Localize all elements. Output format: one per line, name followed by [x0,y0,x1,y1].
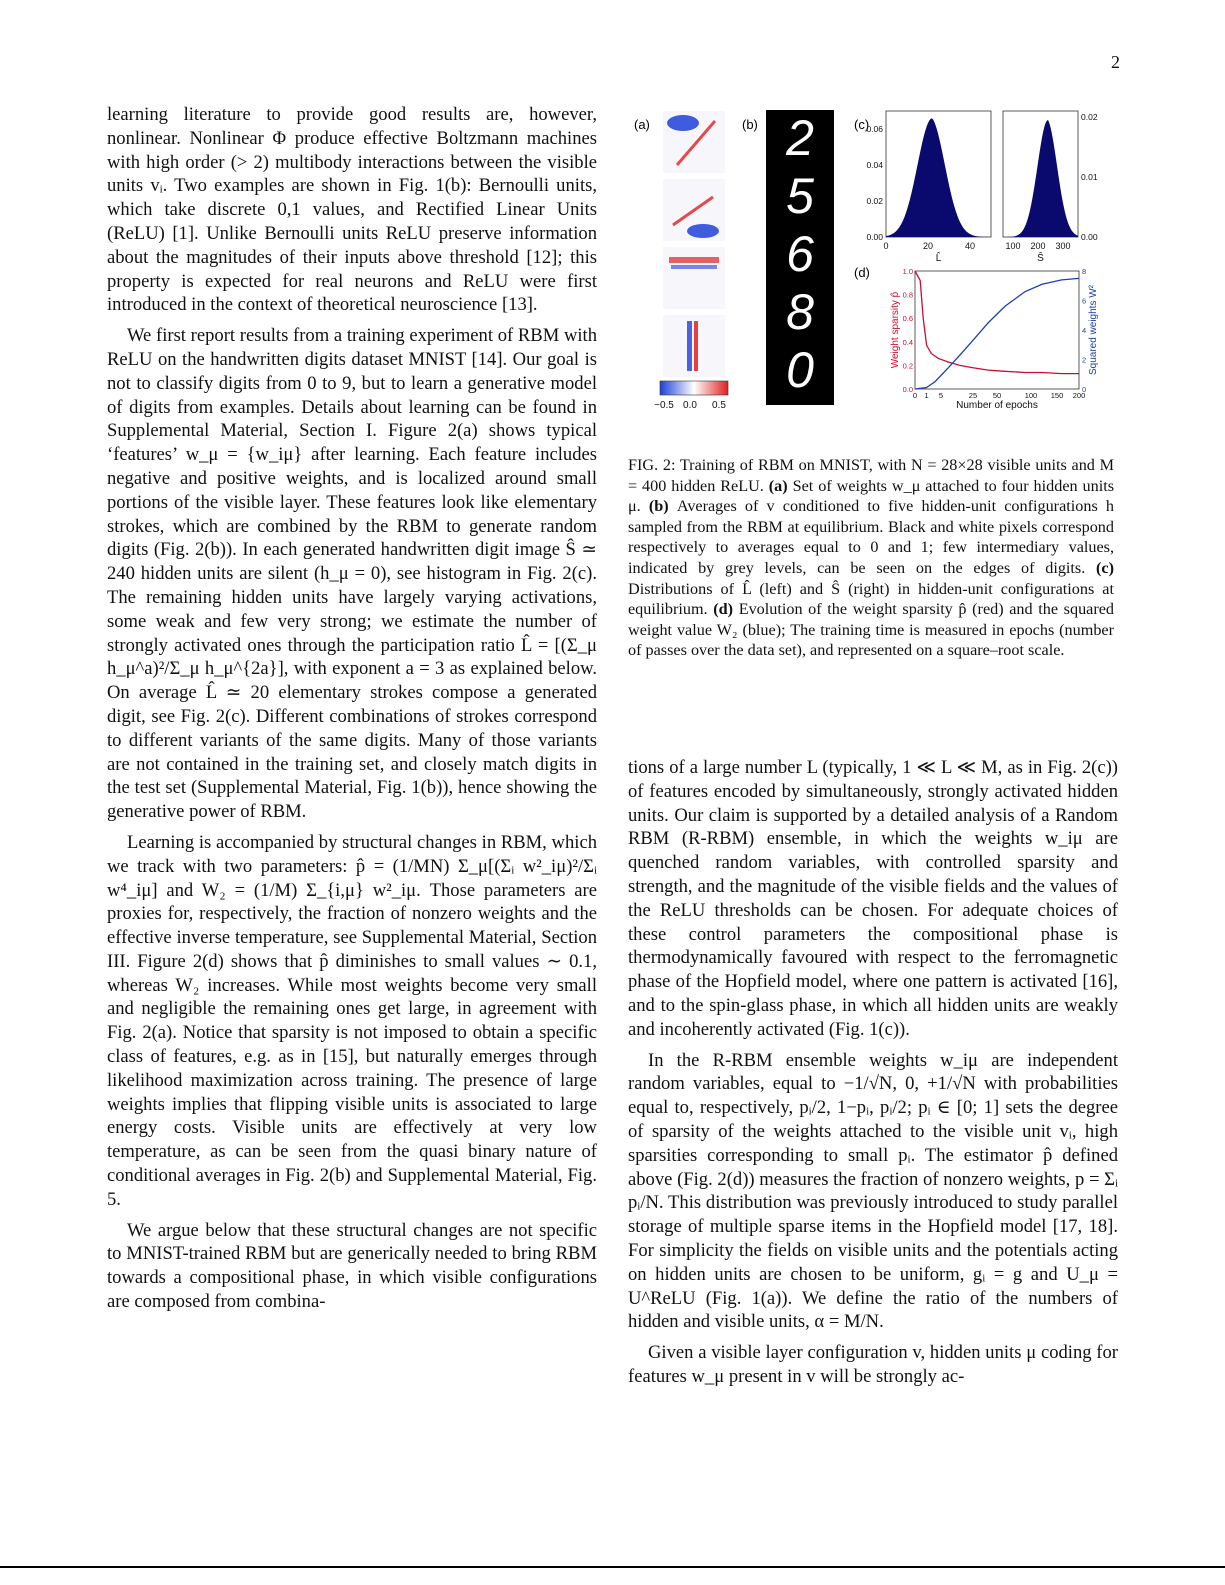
x-tick-label: 200 [1072,391,1086,400]
x-tick-label: 200 [1030,241,1046,251]
colorbar-gradient [660,381,728,395]
paragraph: In the R-RBM ensemble weights w_iμ are independent random variables, equal to −1/√N, 0, +1/√N with probabilities equal to, respectively, pᵢ/2, 1−pᵢ, pᵢ/2; pᵢ ∈ [0; 1] sets the degree of sparsity of the weights attached to the visible unit vᵢ, high sparsities corresponding to small pᵢ. The estimator p̂ defined above (Fig. 2(d)) measures the fraction of nonzero weights, p = Σᵢ pᵢ/N. This distribution was previously introduced to study parallel storage of multiple sparse items in the Hopfield model [17, 18]. For simplicity the fields on visible units and the potentials acting on hidden units are chosen to be uniform, gᵢ = g and U_μ = U^ReLU (Fig. 1(a)). We define the ratio of the numbers of hidden and visible units, α = M/N. [628,1049,1118,1333]
paragraph: We first report results from a training experiment of RBM with ReLU on the handwritten digits dataset MNIST [14]. Our goal is not to classify digits from 0 to 9, but to learn a generative model of digits from examples. Details about learning can be found in Supplemental Material, Section I. Figure 2(a) shows typical ‘features’ w_μ = {w_iμ} after learning. Each feature includes negative and positive weights, and is localized around small portions of the visible layer. These features look like elementary strokes, which are combined by the RBM to generate random digits (Fig. 2(b)). In each generated handwritten digit image Ŝ ≃ 240 hidden units are silent (h_μ = 0), see histogram in Fig. 2(c). The remaining hidden units have largely varying activations, some weak and few very strong; we estimate the number of strongly activated ones through the participation ratio L̂ = [(Σ_μ h_μ^a)²/Σ_μ h_μ^{2a}], with exponent a = 3 as explained below. On average L̂ ≃ 20 elementary strokes compose a generated digit, see Fig. 2(c). Different combinations of strokes correspond to different variants of the same digits. Many of those variants are not contained in the training set, and closely match digits in the test set (Supplemental Material, Fig. 1(b)), hence showing the generative power of RBM. [107,325,597,823]
panel-label-a: (a) [634,117,650,132]
y-tick-label-right: 8 [1082,267,1087,276]
x-tick-label: 5 [938,391,944,400]
panel-label-b: (b) [742,117,758,132]
y-tick-label-left: 1.0 [902,267,913,276]
caption-text-b: Averages of v conditioned to five hidden-unit configurations h sampled from the RBM at equilibrium. Black and white pixels correspond respectively to averages equal to 0 and 1; few intermediary values, indicated by grey levels, can be seen on the edges of digits. [628,497,1114,577]
caption-label-d: (d) [713,600,734,619]
positive-weight-stroke [669,257,719,263]
x-tick-label: 40 [964,241,976,251]
x-tick-label: 300 [1055,241,1071,251]
negative-weight-blob [667,115,699,131]
page-bottom-rule [0,1566,1225,1568]
negative-weight-blob [687,321,692,371]
y-tick-label: 0.02 [866,196,883,206]
caption-text-d: Evolution of the weight sparsity p̂ (red) and the squared weight value W₂ (blue); The training time is measured in epochs (number of passes over the data set), and represented on a square–root scale. [628,600,1115,660]
x-tick-label: 150 [1050,391,1064,400]
y-tick-label-right: 4 [1082,326,1087,335]
paragraph: Given a visible layer configuration v, hidden units μ coding for features w_μ present in v will be strongly ac- [628,1342,1118,1387]
y-tick-label-left: 0.4 [902,337,913,347]
feature-tile [663,247,725,309]
sparsity-line [915,271,1079,374]
y-tick-label-right: 2 [1082,355,1087,365]
feature-tile [663,179,725,241]
generated-digit: 6 [786,226,814,282]
paragraph: tions of a large number L (typically, 1 ≪ L ≪ M, as in Fig. 2(c)) of features encoded by simultaneously, strongly activated hidden units. Our claim is supported by a detailed analysis of a Random RBM (R-RBM) ensemble, in which the weights w_iμ are quenched random variables, with controlled sparsity and strength, and the magnitude of the visible fields and the values of the ReLU thresholds can be chosen. For adequate choices of these control parameters the compositional phase is thermodynamically favoured with respect to the ferromagnetic phase of the Hopfield model, where one pattern is activated [16], and to the spin-glass phase, in which all hidden units are weakly and incoherently activated (Fig. 1(c)). [628,757,1118,1040]
feature-tile [663,111,725,173]
generated-digit: 0 [786,342,814,398]
feature-tile [663,315,725,377]
feature-background [663,247,725,309]
y-tick-label-left: 0.0 [902,385,913,394]
squared-weights-line [915,278,1079,389]
paragraph: learning literature to provide good results are, however, nonlinear. Nonlinear Φ produce effective Boltzmann machines with high order (> 2) multibody interactions between the visible units vᵢ. Two examples are shown in Fig. 1(b): Bernoulli units, which take discrete 0,1 values, and Rectified Linear Units (ReLU) [1]. Unlike Bernoulli units ReLU preserve information about the magnitudes of their inputs above threshold [12]; this property is expected for real neurons and ReLU were first introduced in the context of theoretical neuroscience [13]. [107,104,597,316]
colorbar [654,381,728,410]
page-number: 2 [1111,52,1120,72]
histogram-bars [886,118,991,237]
x-axis-label: L̂ [935,253,942,264]
x-tick-label: 20 [922,241,934,251]
x-tick-label: 0 [912,391,918,400]
paragraph: We argue below that these structural changes are not specific to MNIST-trained RBM but are generically needed to bring RBM towards a compositional phase, in which visible configurations are composed from combina- [107,1219,597,1313]
y-tick-label: 0.00 [1081,232,1098,242]
positive-weight-stroke [694,321,698,371]
negative-weight-blob [671,265,717,269]
colorbar-tick-label: 0.0 [683,400,697,410]
training-evolution-chart [889,267,1099,410]
caption-lead: FIG. 2: Training of RBM on MNIST, with N = 28×28 visible units and M = 400 hidden ReLU. [628,456,1114,495]
generated-digits-panel [766,110,834,405]
x-tick-label: 100 [1024,391,1038,400]
panel-label-c: (c) [854,117,870,132]
histogram-S [1003,111,1098,264]
x-tick-label: 100 [1005,241,1021,251]
y-axis-label-left: Weight sparsity p̂ [890,291,901,369]
y-tick-label: 0.04 [866,160,883,170]
panel-label-d: (d) [854,265,870,280]
left-column [107,103,597,1321]
histogram-bars [1003,120,1078,237]
y-tick-label: 0.01 [1081,172,1098,182]
figure-caption [628,455,1114,661]
y-tick-label: 0.02 [1081,112,1098,122]
paragraph: Learning is accompanied by structural changes in RBM, which we track with two parameters: p̂ = (1/MN) Σ_μ[(Σᵢ w²_iμ)²/Σᵢ w⁴_iμ] and W₂ = (1/M) Σ_{i,μ} w²_iμ. Those parameters are proxies for, respectively, the fraction of nonzero weights and the effective inverse temperature, see Supplemental Material, Section III. Figure 2(d) shows that p̂ diminishes to small values ∼ 0.1, whereas W₂ increases. While most weights become very small and negligible the remaining ones get large, in agreement with Fig. 2(a). Notice that sparsity is not imposed to obtain a specific class of features, e.g. as in [15], but naturally emerges through likelihood maximization across training. The presence of large weights implies that flipping visible units is associated to large energy costs. Visible units are effectively at very low temperature, as can be seen from the quasi binary nature of conditional averages in Fig. 2(b) and Supplemental Material, Fig. 5. [107,831,597,1210]
caption-label-b: (b) [648,497,669,516]
caption-label-a: (a) [768,476,788,495]
y-tick-label-right: 0 [1082,385,1087,394]
y-tick-label-right: 6 [1082,296,1087,306]
y-tick-label-left: 0.6 [902,314,913,324]
colorbar-tick-label: −0.5 [654,400,674,410]
generated-digit: 5 [786,168,814,224]
histogram-L [866,111,991,264]
y-tick-label-left: 0.8 [902,290,913,300]
figure-canvas [628,105,1118,410]
negative-weight-blob [687,224,719,238]
x-tick-label: 0 [883,241,889,251]
y-tick-label: 0.00 [866,232,883,242]
caption-text-a: Set of weights w_μ attached to four hidden units μ. [628,476,1115,516]
x-axis-label: Number of epochs [956,400,1038,410]
generated-digit: 8 [786,284,814,340]
feature-weights-panel [663,111,725,377]
x-tick-label: 50 [992,391,1002,400]
y-tick-label: 0.06 [866,124,883,134]
x-tick-label: 1 [924,391,929,400]
x-tick-label: 25 [968,391,978,400]
x-axis-label: Ŝ [1037,253,1044,264]
y-axis-label-right: Squared weights W² [1088,284,1099,376]
caption-text-c: Distributions of L̂ (left) and Ŝ (right) in hidden-unit configurations at equilibrium. [628,579,1114,619]
y-tick-label-left: 0.2 [902,361,913,371]
right-column [628,756,1118,1396]
caption-label-c: (c) [1096,558,1115,577]
figure-2 [628,105,1118,410]
generated-digit: 2 [786,110,814,166]
colorbar-tick-label: 0.5 [712,400,726,410]
